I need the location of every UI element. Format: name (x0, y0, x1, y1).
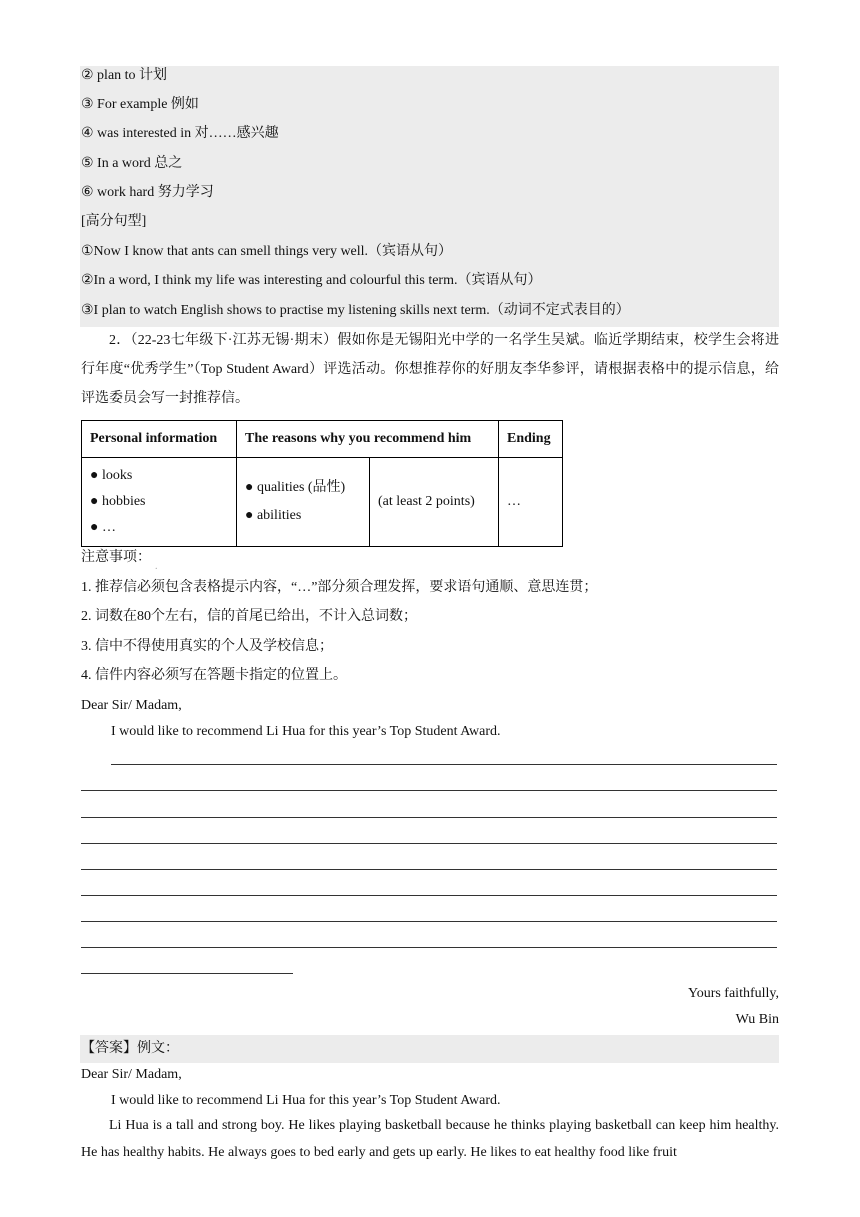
answer-greeting: Dear Sir/ Madam, (81, 1067, 182, 1082)
answer-shade-bottom (80, 1035, 779, 1063)
note-item: 2. 词数在80个左右，信的首尾已给出，不计入总词数； (81, 609, 417, 624)
writing-line (81, 895, 777, 896)
letter-opening: I would like to recommend Li Hua for this year’s Top Student Award. (111, 724, 501, 739)
table-cell-points: (at least 2 points) (370, 458, 499, 547)
question-paragraph (81, 326, 779, 413)
list-item: ● … (90, 520, 116, 535)
writing-line (81, 947, 777, 948)
prompt-table (81, 420, 563, 547)
writing-line (81, 973, 293, 974)
writing-line (81, 790, 777, 791)
letter-closing: Yours faithfully, (687, 986, 779, 1001)
writing-line (81, 869, 777, 870)
notes-mark: . (155, 561, 158, 572)
phrase-item: ⑤ In a word 总之 (81, 156, 183, 171)
writing-line (111, 764, 777, 765)
sentence-item: ①Now I know that ants can smell things very well.（宾语从句） (81, 244, 453, 259)
list-item: ● abilities (245, 508, 302, 523)
answer-opening: I would like to recommend Li Hua for this year’s Top Student Award. (111, 1093, 501, 1108)
sentence-item: ③I plan to watch English shows to practise my listening skills next term.（动词不定式表目的） (81, 303, 630, 318)
answer-body-text: Li Hua is a tall and strong boy. He likes playing basketball because he thinks playing basketball can keep him healthy. He has healthy habits. He always goes to bed early and gets up early. He likes to eat healthy food like fruit (81, 1118, 779, 1160)
writing-line (81, 817, 777, 818)
answer-label: 【答案】例文： (81, 1041, 179, 1056)
note-item: 4. 信件内容必须写在答题卡指定的位置上。 (81, 668, 347, 683)
writing-line (81, 921, 777, 922)
note-item: 1. 推荐信必须包含表格提示内容，“…”部分须合理发挥，要求语句通顺、意思连贯； (81, 580, 598, 595)
writing-line (81, 843, 777, 844)
phrase-item: ③ For example 例如 (81, 97, 199, 112)
question-text: （22-23七年级下·江苏无锡·期末）假如你是无锡阳光中学的一名学生吴斌。临近学期结束，校学生会将进行年度“优秀学生”（Top Student Award）评选活动。你想推荐你的好朋友李华参评，请根据表格中的提示信息，给评选委员会写一封推荐信。 (81, 333, 780, 406)
table-cell-personal (82, 458, 237, 547)
table-header-ending: Ending (499, 421, 563, 458)
letter-greeting: Dear Sir/ Madam, (81, 698, 182, 713)
phrase-item: ② plan to 计划 (81, 68, 168, 83)
note-item: 3. 信中不得使用真实的个人及学校信息； (81, 639, 333, 654)
table-cell-ending: … (499, 458, 563, 547)
phrase-item: ④ was interested in 对……感兴趣 (81, 126, 279, 141)
list-item: ● looks (90, 468, 133, 483)
notes-heading: 注意事项： (81, 550, 151, 565)
list-item: ● hobbies (90, 494, 146, 509)
sentences-heading: [高分句型] (81, 214, 147, 229)
phrase-item: ⑥ work hard 努力学习 (81, 185, 214, 200)
letter-signature: Wu Bin (735, 1012, 779, 1027)
list-item: ● qualities (品性) (245, 480, 346, 495)
table-header-reasons: The reasons why you recommend him (237, 421, 499, 458)
table-header-personal: Personal information (82, 421, 237, 458)
answer-body (81, 1112, 779, 1166)
table-cell-reasons (237, 458, 370, 547)
sentence-item: ②In a word, I think my life was interesting and colourful this term.（宾语从句） (81, 273, 542, 288)
question-number: 2． (109, 333, 131, 348)
